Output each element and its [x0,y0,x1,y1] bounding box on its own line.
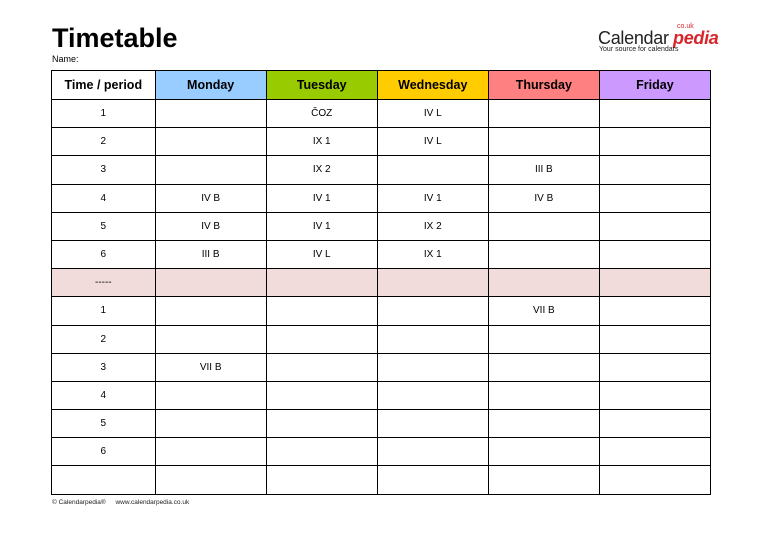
footer [52,499,197,506]
name-label: Name: [52,54,79,64]
cell-wednesday[interactable] [377,410,488,438]
cell-tuesday[interactable] [266,297,377,325]
cell-thursday[interactable] [488,410,599,438]
cell-monday[interactable] [155,156,266,184]
table-row [52,240,711,268]
cell-time-period[interactable]: 5 [52,212,156,240]
cell-thursday[interactable]: VII B [488,297,599,325]
table-row [52,156,711,184]
cell-friday[interactable] [599,212,710,240]
logo-pedia-text: pedia [673,28,719,48]
cell-friday[interactable] [599,410,710,438]
cell-thursday[interactable]: III B [488,156,599,184]
table-row [52,466,711,494]
cell-monday[interactable] [155,128,266,156]
cell-friday[interactable] [599,240,710,268]
cell-time-period[interactable]: 6 [52,240,156,268]
table-row [52,128,711,156]
cell-wednesday[interactable] [377,325,488,353]
cell-monday[interactable] [155,100,266,128]
cell-thursday[interactable] [488,353,599,381]
cell-wednesday[interactable]: IV L [377,128,488,156]
cell-thursday[interactable]: IV B [488,184,599,212]
cell-wednesday[interactable] [377,438,488,466]
cell-friday[interactable] [599,466,710,494]
cell-time-period[interactable] [52,466,156,494]
cell-wednesday[interactable]: IX 1 [377,240,488,268]
cell-friday[interactable] [599,381,710,409]
cell-tuesday[interactable]: IX 2 [266,156,377,184]
cell-time-period[interactable]: ----- [52,269,156,297]
cell-wednesday[interactable] [377,156,488,184]
cell-tuesday[interactable]: IX 1 [266,128,377,156]
logo-couk-text: co.uk [677,23,694,30]
cell-wednesday[interactable]: IX 2 [377,212,488,240]
cell-time-period[interactable]: 2 [52,325,156,353]
column-header-monday: Monday [155,71,266,100]
column-header-tuesday: Tuesday [266,71,377,100]
cell-thursday[interactable] [488,212,599,240]
table-row [52,410,711,438]
cell-monday[interactable] [155,269,266,297]
cell-tuesday[interactable] [266,269,377,297]
cell-thursday[interactable] [488,128,599,156]
cell-monday[interactable] [155,438,266,466]
cell-tuesday[interactable] [266,325,377,353]
cell-friday[interactable] [599,297,710,325]
page-title: Timetable [52,23,178,53]
cell-monday[interactable]: IV B [155,184,266,212]
footer-url[interactable]: www.calendarpedia.co.uk [115,499,190,506]
timetable-body [52,100,711,495]
cell-thursday[interactable] [488,100,599,128]
cell-friday[interactable] [599,353,710,381]
cell-friday[interactable] [599,438,710,466]
column-header-time-period: Time / period [52,71,156,100]
table-row [52,184,711,212]
cell-time-period[interactable]: 6 [52,438,156,466]
cell-thursday[interactable] [488,466,599,494]
cell-thursday[interactable] [488,438,599,466]
column-header-wednesday: Wednesday [377,71,488,100]
cell-thursday[interactable] [488,269,599,297]
separator-row [52,269,711,297]
cell-friday[interactable] [599,156,710,184]
cell-wednesday[interactable]: IV L [377,100,488,128]
cell-friday[interactable] [599,128,710,156]
cell-tuesday[interactable]: IV L [266,240,377,268]
header-row [52,71,711,100]
cell-time-period[interactable]: 1 [52,297,156,325]
table-row [52,212,711,240]
cell-monday[interactable]: IV B [155,212,266,240]
logo-calendar-text: Calendar [598,28,669,48]
cell-monday[interactable]: III B [155,240,266,268]
cell-wednesday[interactable] [377,269,488,297]
cell-tuesday[interactable]: IV 1 [266,212,377,240]
timetable-table [51,70,711,495]
footer-copyright: © Calendarpedia® [52,499,106,506]
logo-tagline: Your source for calendars [599,46,679,53]
table-row [52,438,711,466]
cell-tuesday[interactable]: IV 1 [266,184,377,212]
cell-tuesday[interactable] [266,466,377,494]
table-row [52,353,711,381]
cell-thursday[interactable] [488,240,599,268]
column-header-thursday: Thursday [488,71,599,100]
cell-thursday[interactable] [488,381,599,409]
cell-monday[interactable] [155,466,266,494]
calendarpedia-logo[interactable] [598,24,718,58]
cell-monday[interactable] [155,381,266,409]
cell-tuesday[interactable] [266,353,377,381]
cell-monday[interactable]: VII B [155,353,266,381]
table-row [52,297,711,325]
cell-wednesday[interactable] [377,381,488,409]
cell-wednesday[interactable] [377,466,488,494]
cell-friday[interactable] [599,184,710,212]
cell-time-period[interactable]: 3 [52,156,156,184]
cell-friday[interactable] [599,100,710,128]
cell-tuesday[interactable] [266,410,377,438]
cell-wednesday[interactable] [377,353,488,381]
cell-time-period[interactable]: 5 [52,410,156,438]
cell-tuesday[interactable] [266,381,377,409]
cell-wednesday[interactable] [377,297,488,325]
cell-friday[interactable] [599,325,710,353]
cell-time-period[interactable]: 4 [52,381,156,409]
table-row [52,381,711,409]
cell-time-period[interactable]: 1 [52,100,156,128]
table-row [52,100,711,128]
cell-tuesday[interactable] [266,438,377,466]
column-header-friday: Friday [599,71,710,100]
table-row [52,325,711,353]
cell-monday[interactable] [155,410,266,438]
cell-wednesday[interactable]: IV 1 [377,184,488,212]
cell-thursday[interactable] [488,325,599,353]
cell-time-period[interactable]: 3 [52,353,156,381]
cell-monday[interactable] [155,297,266,325]
cell-friday[interactable] [599,269,710,297]
cell-monday[interactable] [155,325,266,353]
cell-time-period[interactable]: 2 [52,128,156,156]
cell-time-period[interactable]: 4 [52,184,156,212]
cell-tuesday[interactable]: ČOZ [266,100,377,128]
